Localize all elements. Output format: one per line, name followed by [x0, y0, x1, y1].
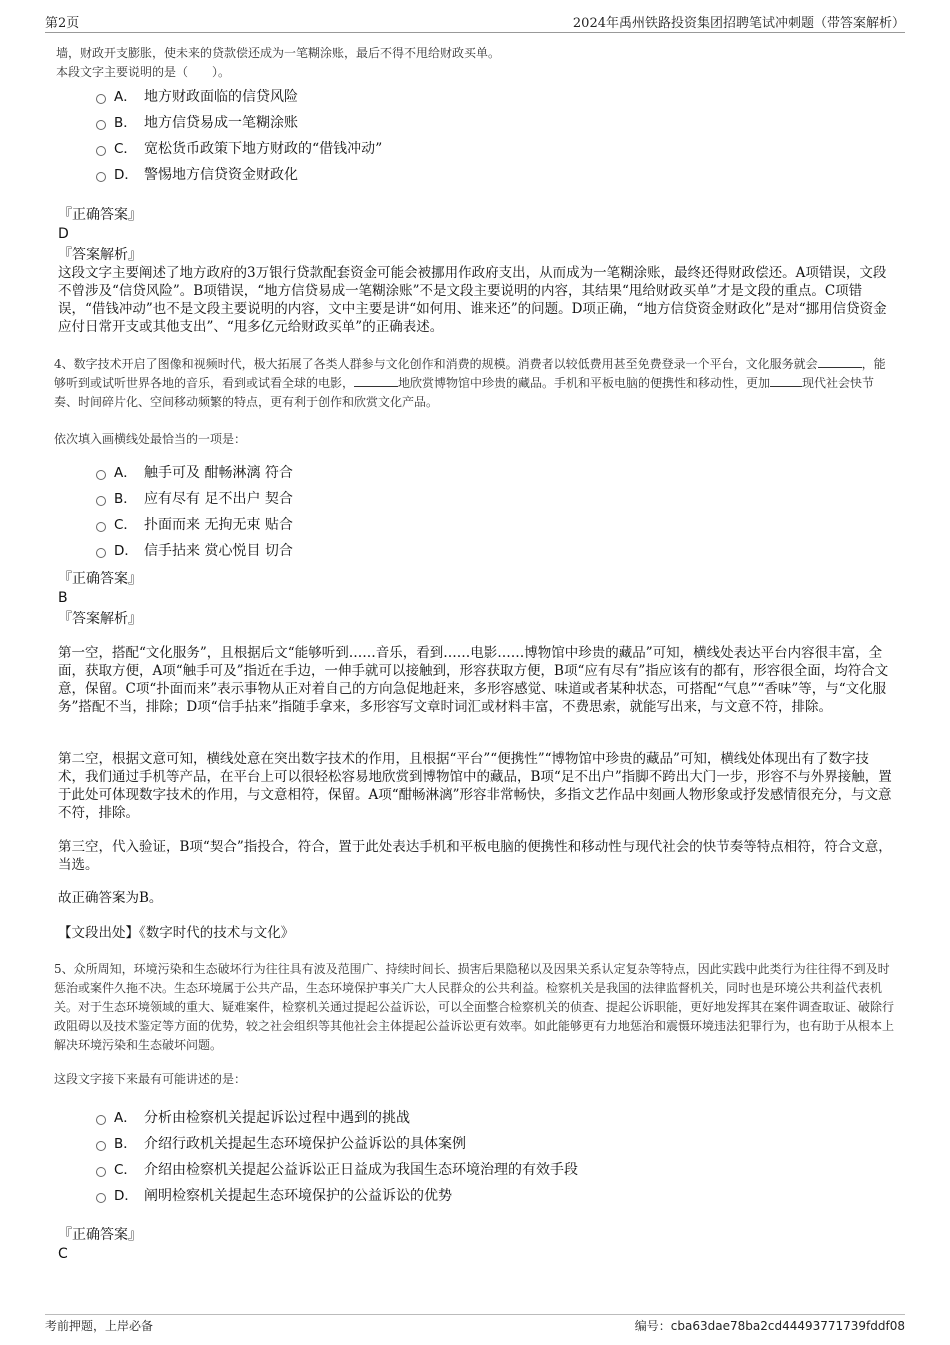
radio-icon[interactable] — [96, 548, 106, 558]
q4-number: 4、 — [54, 357, 74, 371]
footer-code-label: 编号： — [634, 1319, 671, 1333]
option-key: C． — [114, 517, 137, 533]
q5-option-b[interactable] — [96, 1131, 578, 1157]
q4-analysis-p2: 第二空，根据文意可知，横线处意在突出数字技术的作用，且根据“平台”“便携性”“博物馆中珍贵的藏品”可知，横线处体现出有了数字技术，我们通过手机等产品，在平台上可以很轻松容易地欣赏到博物馆中的藏品，B项“足不出户”指脚不跨出大门一步，形容不与外界接触，置于此处可体现数字技术的作用，与文意相符，保留。A项“酣畅淋漓”形容非常畅快，多指文艺作品中刻画人物形象或抒发感情很充分，与文意不符，排除。 — [58, 751, 892, 821]
option-text: 分析由检察机关提起诉讼过程中遇到的挑战 — [144, 1110, 410, 1126]
q3-passage-text: 墙，财政开支膨胀，使未来的贷款偿还成为一笔糊涂账，最后不得不甩给财政买单。 — [56, 46, 501, 60]
q4-analysis-p4: 故正确答案为B。 — [58, 890, 163, 906]
option-key: C． — [114, 141, 137, 157]
option-key: A． — [114, 1110, 137, 1126]
option-text: 应有尽有 足不出户 契合 — [144, 491, 293, 507]
page-header — [45, 12, 905, 33]
page-footer — [45, 1314, 905, 1334]
q4-prompt: 依次填入画横线处最恰当的一项是： — [54, 432, 247, 446]
option-key: C． — [114, 1162, 137, 1178]
q3-option-d[interactable] — [96, 162, 382, 188]
q5-answer: C — [58, 1246, 68, 1262]
q4-source: 【文段出处】《数字时代的技术与文化》 — [58, 925, 295, 941]
radio-icon[interactable] — [96, 172, 106, 182]
radio-icon[interactable] — [96, 120, 106, 130]
option-key: B． — [114, 491, 137, 507]
footer-slogan: 考前押题，上岸必备 — [45, 1319, 154, 1333]
option-text: 介绍由检察机关提起公益诉讼正日益成为我国生态环境治理的有效手段 — [144, 1162, 578, 1178]
option-text: 介绍行政机关提起生态环境保护公益诉讼的具体案例 — [144, 1136, 466, 1152]
q5-answer-label: 『正确答案』 — [58, 1227, 142, 1243]
option-text: 地方信贷易成一笔糊涂账 — [144, 115, 298, 131]
q3-analysis: 这段文字主要阐述了地方政府的3万银行贷款配套资金可能会被挪用作政府支出，从而成为一笔糊涂账，最终还得财政偿还。A项错误，文段不曾涉及“信贷风险”。B项错误，“地方信贷易成一笔糊涂账”不是文段主要说明的内容，其结果“甩给财政买单”才是文段的重点。C项错误，“借钱冲动”也不是文段主要说明的内容，文中主要是讲“如何用、谁来还”的问题。D项正确，“地方信贷资金财政化”是对“挪用信贷资金应付日常开支或其他支出”、“甩多亿元给财政买单”的正确表述。 — [58, 265, 887, 335]
option-text: 阐明检察机关提起生态环境保护的公益诉讼的优势 — [144, 1188, 452, 1204]
option-text: 触手可及 酣畅淋漓 符合 — [144, 465, 293, 481]
option-key: D． — [114, 167, 138, 183]
q3-passage-tail — [56, 44, 895, 82]
option-key: A． — [114, 89, 137, 105]
radio-icon[interactable] — [96, 1115, 106, 1125]
option-text: 扑面而来 无拘无束 贴合 — [144, 517, 293, 533]
radio-icon[interactable] — [96, 146, 106, 156]
q4-option-d[interactable] — [96, 538, 293, 564]
footer-code — [635, 1317, 905, 1334]
q4-answer-label: 『正确答案』 — [58, 571, 142, 587]
option-text: 宽松货币政策下地方财政的“借钱冲动” — [144, 141, 383, 157]
q5-options — [96, 1105, 578, 1209]
option-key: A． — [114, 465, 137, 481]
footer-code-value: cba63dae78ba2cd44493771739fddf08 — [670, 1319, 905, 1333]
q3-prompt: 本段文字主要说明的是（ ）。 — [56, 65, 231, 79]
option-key: B． — [114, 1136, 137, 1152]
option-key: B． — [114, 115, 137, 131]
q5-prompt: 这段文字接下来最有可能讲述的是： — [54, 1072, 247, 1086]
q5-option-a[interactable] — [96, 1105, 578, 1131]
q4-analysis-p1: 第一空，搭配“文化服务”，且根据后文“能够听到……音乐，看到……电影……博物馆中珍贵的藏品”可知，横线处表达平台内容很丰富，全面，获取方便，A项“触手可及”指近在手边，一伸手就可以接触到，形容获取方便，B项“应有尽有”指应该有的都有，形容很全面，均符合文意，保留。C项“扑面而来”表示事物从正对着自己的方向急促地赶来，多形容感觉、味道或者某种状态，可搭配“气息”“香味”等，与“文化服务”搭配不当，排除；D项“信手拈来”指随手拿来，多形容写文章时词汇或材料丰富，不费思索，就能写出来，与文意不符，排除。 — [58, 645, 889, 715]
q4-blank-1 — [818, 355, 862, 368]
q5-option-c[interactable] — [96, 1157, 578, 1183]
q3-analysis-label: 『答案解析』 — [58, 247, 142, 263]
option-text: 地方财政面临的信贷风险 — [144, 89, 298, 105]
document-title: 2024年禹州铁路投资集团招聘笔试冲刺题（带答案解析） — [572, 16, 905, 31]
q5-number: 5、 — [54, 962, 74, 976]
q3-answer: D — [58, 226, 69, 242]
q4-option-c[interactable] — [96, 512, 293, 538]
q4-stem-part-1: 数字技术开启了图像和视频时代，极大拓展了各类人群参与文化创作和消费的规模。消费者以较低费用甚至免费登录一个平台，文化服务就会 — [73, 357, 818, 371]
q4-options — [96, 460, 293, 564]
page-number: 第2页 — [45, 16, 80, 31]
radio-icon[interactable] — [96, 1141, 106, 1151]
radio-icon[interactable] — [96, 496, 106, 506]
q4-blank-2 — [354, 374, 398, 387]
radio-icon[interactable] — [96, 94, 106, 104]
option-text: 信手拈来 赏心悦目 切合 — [144, 543, 293, 559]
radio-icon[interactable] — [96, 1167, 106, 1177]
q3-option-c[interactable] — [96, 136, 382, 162]
q5-option-d[interactable] — [96, 1183, 578, 1209]
q3-option-a[interactable] — [96, 84, 382, 110]
q4-stem — [54, 355, 895, 412]
q4-answer: B — [58, 590, 68, 606]
option-key: D． — [114, 543, 138, 559]
q4-stem-part-2: ，能够听到或试听世界各地的音乐，看到或试看全球的电影， — [54, 357, 886, 390]
q4-option-a[interactable] — [96, 460, 293, 486]
q3-option-b[interactable] — [96, 110, 382, 136]
q4-analysis-label: 『答案解析』 — [58, 611, 142, 627]
option-text: 警惕地方信贷资金财政化 — [144, 167, 298, 183]
q4-analysis-p3: 第三空，代入验证，B项“契合”指投合，符合，置于此处表达手机和平板电脑的便携性和移动性与现代社会的快节奏等特点相符，符合文意，当选。 — [58, 839, 892, 873]
q3-options — [96, 84, 382, 188]
radio-icon[interactable] — [96, 470, 106, 480]
q5-stem — [54, 960, 895, 1055]
q4-blank-3 — [770, 374, 802, 387]
radio-icon[interactable] — [96, 1193, 106, 1203]
radio-icon[interactable] — [96, 522, 106, 532]
q4-stem-part-3: 地欣赏博物馆中珍贵的藏品。手机和平板电脑的便携性和移动性，更加 — [398, 376, 771, 390]
option-key: D． — [114, 1188, 138, 1204]
q4-stem-part-4: 现代社会快节奏、时间碎片化、空间移动频繁的特点，更有利于创作和欣赏文化产品。 — [54, 376, 875, 409]
q3-answer-label: 『正确答案』 — [58, 207, 142, 223]
q5-stem-text: 众所周知，环境污染和生态破坏行为往往具有波及范围广、持续时间长、损害后果隐秘以及因果关系认定复杂等特点，因此实践中此类行为往往得不到及时惩治或案件久拖不决。生态环境属于公共产品，生态环境保护事关广大人民群众的公共利益。检察机关是我国的法律监督机关，同时也是环境公共利益代表机关。对于生态环境领域的重大、疑难案件，检察机关通过提起公益诉讼，可以全面整合检察机关的侦查、提起公诉职能，更好地发挥其在案件调查取证、破除行政阻碍以及技术鉴定等方面的优势，较之社会组织等其他社会主体提起公益诉讼更有效率。如此能够更有力地惩治和震慑环境违法犯罪行为，也有助于从根本上解决环境污染和生态破坏问题。 — [54, 962, 895, 1052]
q4-option-b[interactable] — [96, 486, 293, 512]
